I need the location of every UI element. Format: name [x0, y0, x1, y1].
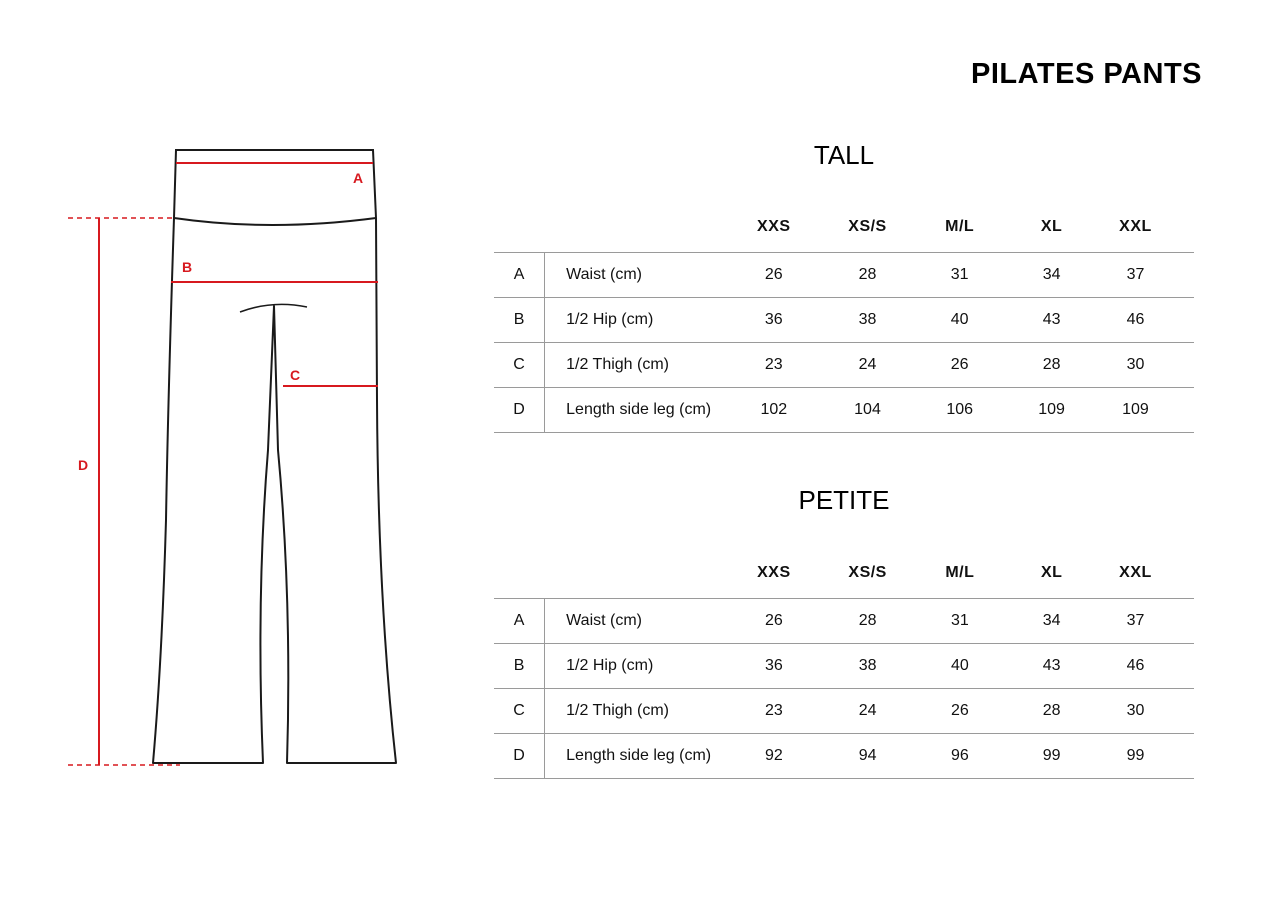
cell: 24	[815, 343, 920, 388]
cell-blank	[1167, 253, 1194, 298]
pants-waistband	[174, 150, 376, 225]
tall-table	[494, 201, 1194, 433]
cell: 96	[920, 734, 1000, 779]
size-header: XL	[1000, 547, 1104, 599]
cell-blank	[1167, 734, 1194, 779]
cell: 34	[999, 253, 1103, 298]
row-label: 1/2 Hip (cm)	[545, 298, 733, 343]
cell: 104	[815, 388, 920, 433]
header-blank	[1167, 201, 1194, 253]
cell: 23	[732, 343, 815, 388]
cell: 28	[815, 253, 920, 298]
cell: 28	[999, 343, 1103, 388]
cell: 26	[920, 343, 1000, 388]
row-label: 1/2 Thigh (cm)	[545, 689, 733, 734]
cell: 37	[1104, 599, 1168, 644]
row-code: C	[494, 689, 545, 734]
cell-blank	[1167, 388, 1194, 433]
cell: 30	[1104, 689, 1168, 734]
table-row	[494, 734, 1194, 779]
cell: 43	[1000, 644, 1104, 689]
cell: 23	[733, 689, 816, 734]
cell: 31	[920, 253, 1000, 298]
row-label: 1/2 Hip (cm)	[545, 644, 733, 689]
cell: 43	[999, 298, 1103, 343]
cell: 40	[920, 644, 1000, 689]
cell: 46	[1104, 298, 1168, 343]
row-code: A	[494, 253, 545, 298]
cell: 37	[1104, 253, 1168, 298]
petite-header-row	[494, 547, 1194, 599]
header-blank	[494, 201, 545, 253]
size-header: XXL	[1104, 547, 1168, 599]
cell: 26	[733, 599, 816, 644]
table-row	[494, 644, 1194, 689]
cell: 28	[815, 599, 920, 644]
cell: 30	[1104, 343, 1168, 388]
cell: 92	[733, 734, 816, 779]
measure-label-b: B	[182, 259, 193, 275]
cell: 109	[999, 388, 1103, 433]
row-code: A	[494, 599, 545, 644]
cell-blank	[1167, 689, 1194, 734]
cell: 102	[732, 388, 815, 433]
cell: 94	[815, 734, 920, 779]
cell: 38	[815, 298, 920, 343]
size-header: XL	[999, 201, 1103, 253]
page-title: PILATES PANTS	[971, 58, 1202, 90]
size-header: XXS	[732, 201, 815, 253]
size-header: XS/S	[815, 201, 920, 253]
cell: 109	[1104, 388, 1168, 433]
cell: 24	[815, 689, 920, 734]
size-header: XS/S	[815, 547, 920, 599]
cell-blank	[1167, 298, 1194, 343]
cell: 36	[733, 644, 816, 689]
row-code: C	[494, 343, 545, 388]
tall-title: TALL	[813, 140, 875, 170]
cell: 36	[732, 298, 815, 343]
cell: 38	[815, 644, 920, 689]
cell: 26	[732, 253, 815, 298]
header-blank	[494, 547, 545, 599]
petite-title: PETITE	[798, 485, 890, 515]
measure-label-c: C	[290, 367, 301, 383]
table-row	[494, 343, 1194, 388]
header-blank	[545, 547, 733, 599]
size-header: XXS	[733, 547, 816, 599]
cell-blank	[1167, 343, 1194, 388]
measure-label-d: D	[78, 457, 89, 473]
cell: 46	[1104, 644, 1168, 689]
table-row	[494, 599, 1194, 644]
cell: 40	[920, 298, 1000, 343]
row-code: D	[494, 734, 545, 779]
row-code: B	[494, 298, 545, 343]
table-row	[494, 253, 1194, 298]
measure-label-a: A	[353, 170, 364, 186]
size-header: M/L	[920, 201, 1000, 253]
petite-table	[494, 547, 1194, 779]
cell: 28	[1000, 689, 1104, 734]
size-header: XXL	[1104, 201, 1168, 253]
cell: 99	[1000, 734, 1104, 779]
table-row	[494, 388, 1194, 433]
pants-diagram	[0, 0, 480, 915]
row-code: B	[494, 644, 545, 689]
row-label: 1/2 Thigh (cm)	[545, 343, 733, 388]
tall-header-row	[494, 201, 1194, 253]
cell-blank	[1167, 599, 1194, 644]
cell-blank	[1167, 644, 1194, 689]
size-header: M/L	[920, 547, 1000, 599]
pants-body	[153, 218, 396, 763]
row-label: Length side leg (cm)	[545, 734, 733, 779]
header-blank	[545, 201, 733, 253]
header-blank	[1167, 547, 1194, 599]
row-label: Waist (cm)	[545, 599, 733, 644]
table-row	[494, 689, 1194, 734]
cell: 34	[1000, 599, 1104, 644]
row-code: D	[494, 388, 545, 433]
row-label: Length side leg (cm)	[545, 388, 733, 433]
cell: 99	[1104, 734, 1168, 779]
cell: 31	[920, 599, 1000, 644]
row-label: Waist (cm)	[545, 253, 733, 298]
cell: 106	[920, 388, 1000, 433]
cell: 26	[920, 689, 1000, 734]
table-row	[494, 298, 1194, 343]
